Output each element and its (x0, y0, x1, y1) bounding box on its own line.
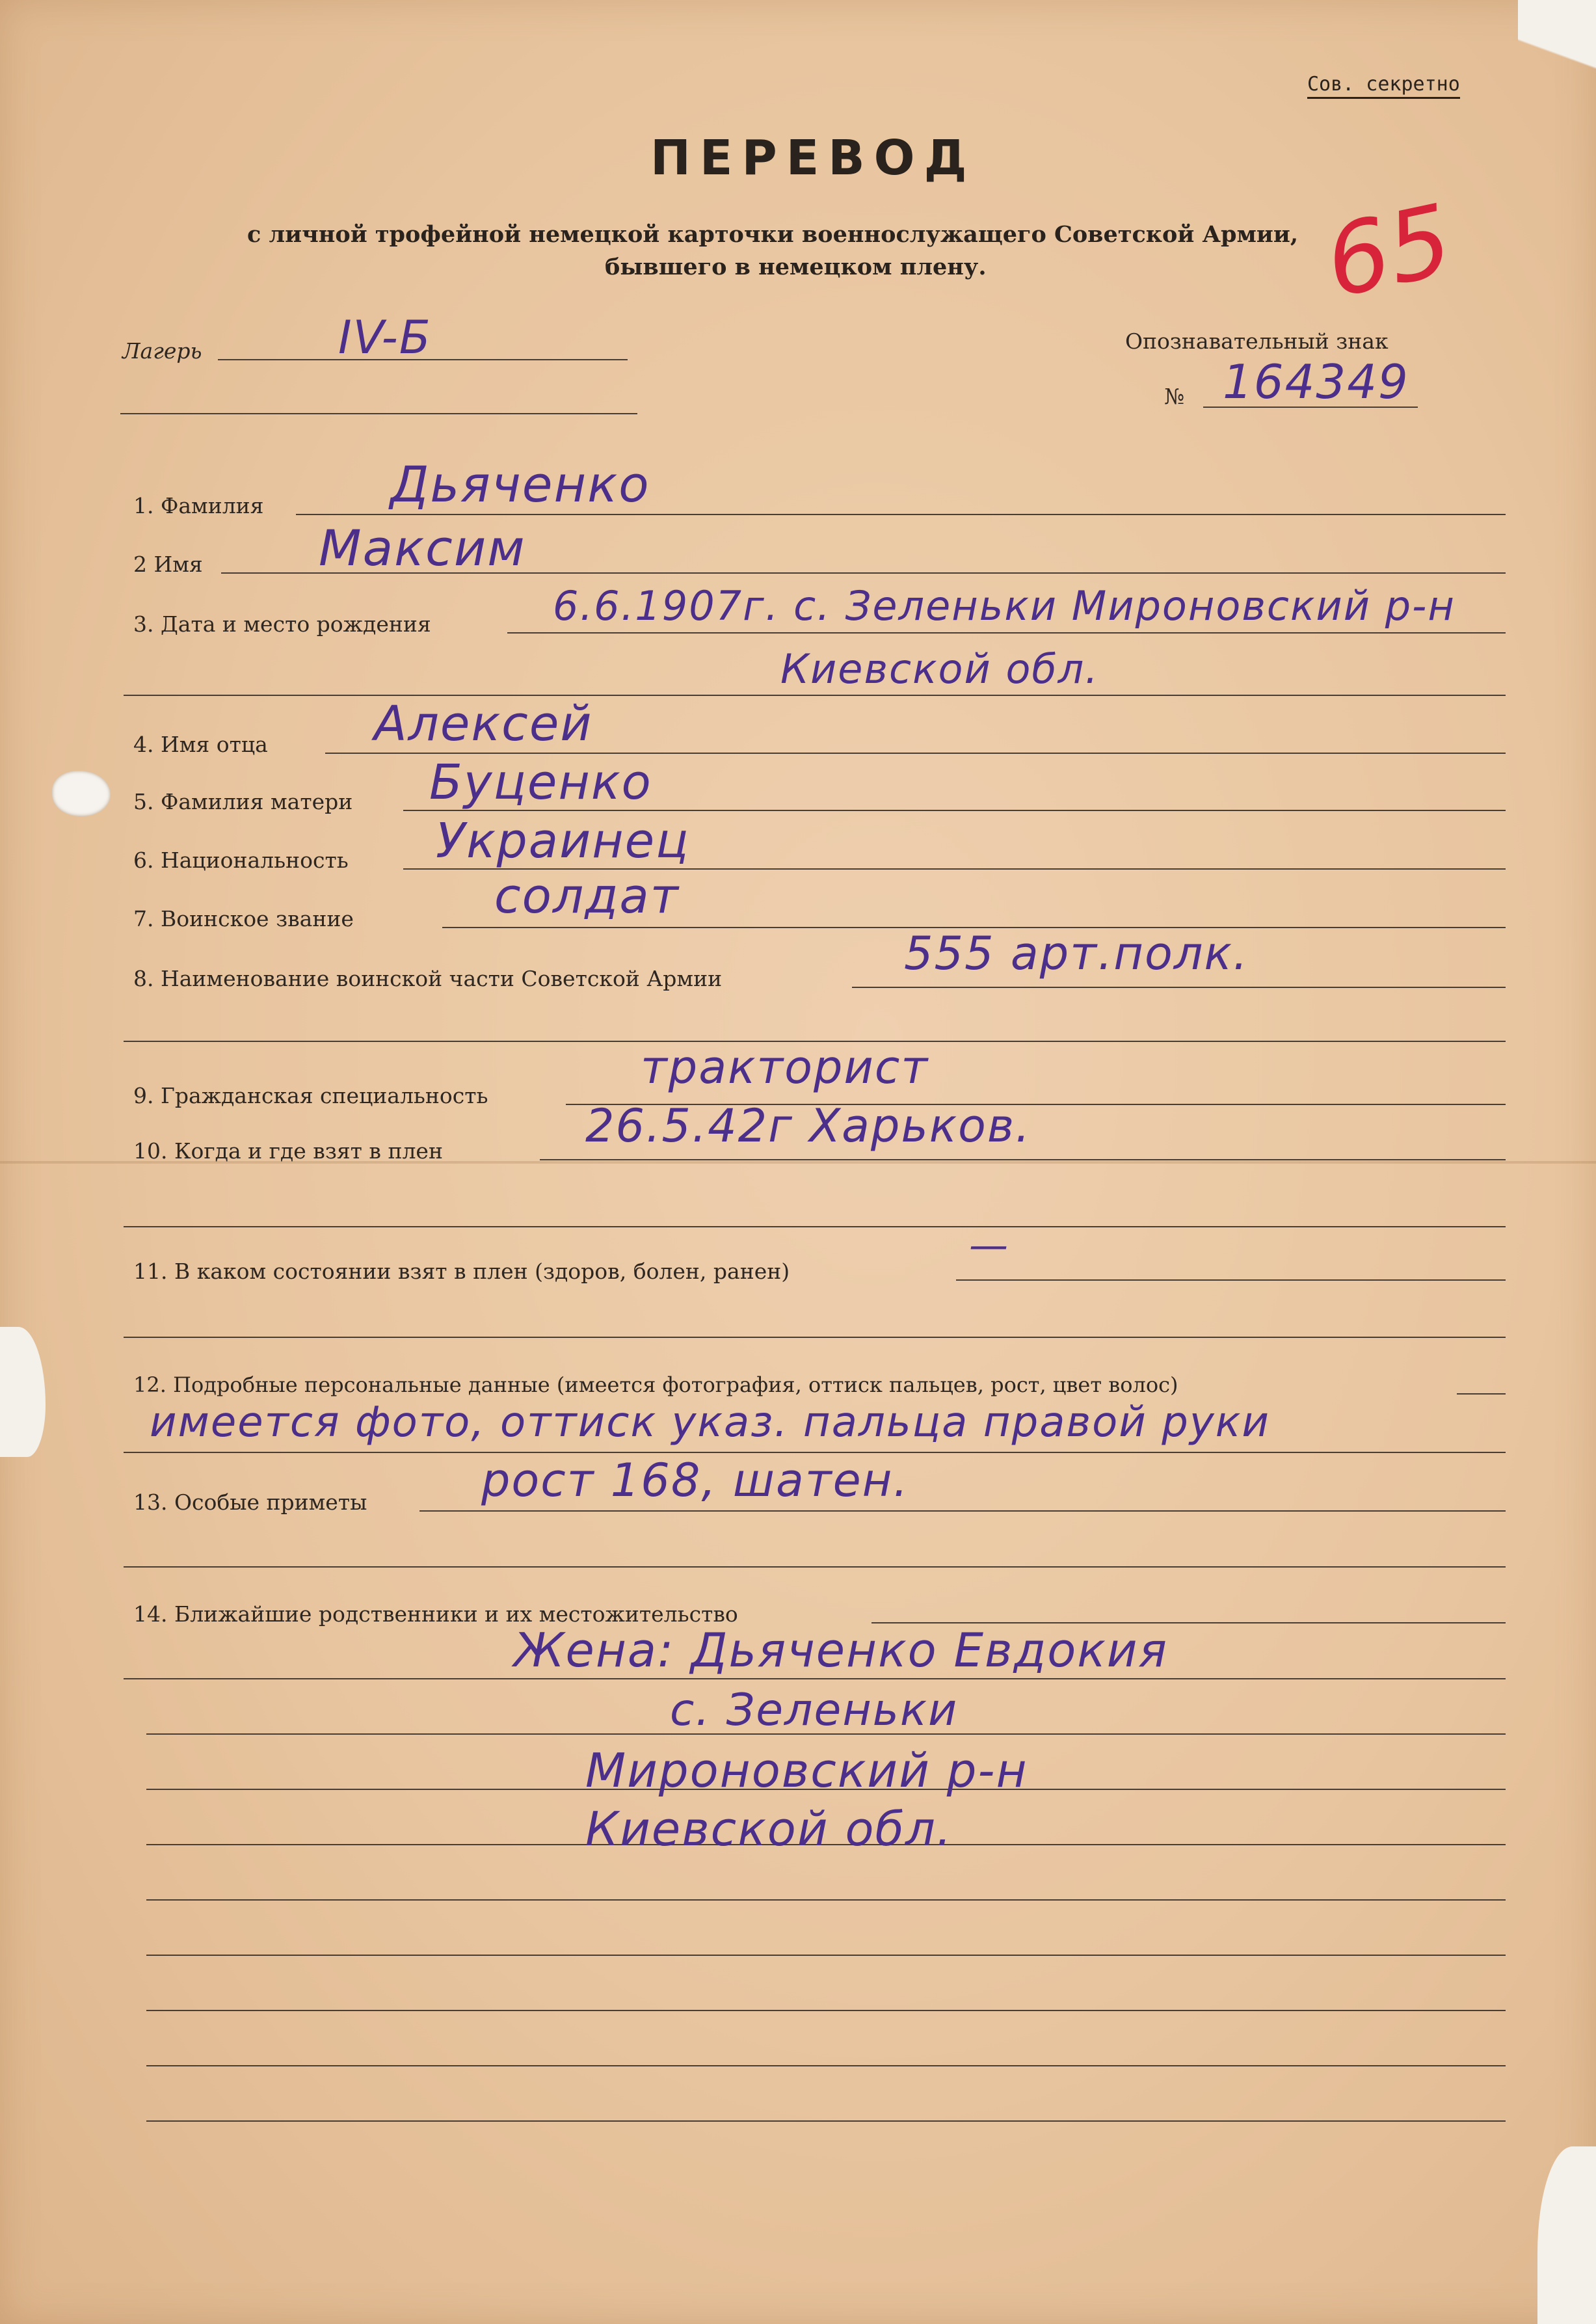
field-12-line (1457, 1393, 1506, 1395)
field-14-label: 14. Ближайшие родственники и их местожительство (133, 1601, 738, 1627)
field-11-value: — (969, 1223, 1009, 1268)
field-10-line (540, 1159, 1506, 1160)
field-12-line-2 (124, 1452, 1506, 1453)
field-5-value: Буценко (429, 755, 652, 810)
field-4-value: Алексей (374, 696, 593, 752)
torn-edge (1537, 2146, 1596, 2324)
relatives-line (124, 1678, 1506, 1679)
field-3-value-2: Киевской обл. (780, 645, 1099, 693)
field-1-value: Дьяченко (390, 455, 650, 513)
camp-label: Лагерь (122, 338, 202, 364)
field-3-line (507, 632, 1506, 634)
field-5-label: 5. Фамилия матери (133, 789, 353, 814)
field-8-label: 8. Наименование воинской части Советской Армии (133, 966, 723, 991)
field-7-value: солдат (494, 868, 680, 924)
document-title: ПЕРЕВОД (650, 130, 976, 186)
field-4-line (325, 753, 1506, 754)
relatives-value-2: с. Зеленьки (670, 1685, 959, 1736)
field-10-value: 26.5.42г Харьков. (585, 1099, 1031, 1153)
field-9-value: тракторист (641, 1041, 929, 1094)
field-9-label: 9. Гражданская специальность (133, 1083, 488, 1108)
relatives-line (146, 2010, 1506, 2011)
punch-hole (52, 771, 111, 816)
field-6-label: 6. Национальность (133, 848, 349, 873)
relatives-line (146, 1899, 1506, 1901)
field-10-line-2 (124, 1226, 1506, 1227)
field-13-label: 13. Особые приметы (133, 1489, 367, 1515)
field-8-value: 555 арт.полк. (904, 927, 1249, 980)
relatives-value-1: Жена: Дьяченко Евдокия (514, 1623, 1168, 1677)
field-13-line-2 (124, 1566, 1506, 1568)
relatives-value-3: Мироновский р-н (585, 1743, 1028, 1798)
relatives-line (146, 1955, 1506, 1956)
field-11-line (956, 1279, 1506, 1281)
field-1-label: 1. Фамилия (133, 493, 264, 518)
field-13-line (419, 1510, 1506, 1512)
relatives-line (146, 2120, 1506, 2122)
subtitle-line-2: бывшего в немецком плену. (605, 254, 987, 280)
tag-number-label: № (1164, 384, 1185, 409)
field-7-label: 7. Воинское звание (133, 906, 354, 931)
field-11-label: 11. В каком состоянии взят в плен (здоров, болен, ранен) (133, 1259, 790, 1284)
field-4-label: 4. Имя отца (133, 732, 268, 757)
field-3-value: 6.6.1907г. с. Зеленьки Мироновский р-н (553, 582, 1456, 630)
torn-edge (0, 1327, 46, 1457)
paper-corner (1518, 0, 1596, 195)
field-10-label: 10. Когда и где взят в плен (133, 1138, 443, 1164)
field-13-value: рост 168, шатен. (481, 1454, 909, 1507)
field-2-label: 2 Имя (133, 552, 203, 577)
relatives-line (146, 2065, 1506, 2066)
field-12-value: имеется фото, оттиск указ. пальца правой руки (150, 1398, 1270, 1447)
field-1-line (296, 514, 1506, 515)
tag-value: 164349 (1223, 354, 1409, 409)
field-6-value: Украинец (436, 813, 690, 869)
tag-label: Опознавательный знак (1125, 328, 1389, 354)
relatives-value-4: Киевской обл. (585, 1802, 953, 1856)
field-3-label: 3. Дата и место рождения (133, 611, 431, 637)
field-12-label: 12. Подробные персональные данные (имеется фотография, оттиск пальцев, рост, цвет волос) (133, 1372, 1178, 1397)
camp-line-2 (120, 413, 637, 414)
field-8-line (852, 987, 1506, 988)
subtitle-line-1: с личной трофейной немецкой карточки военнослужащего Советской Армии, (247, 221, 1299, 248)
field-11-line-2 (124, 1337, 1506, 1338)
camp-value: IV-Б (338, 311, 432, 364)
red-mark: 65 (1316, 183, 1461, 320)
secrecy-stamp: Сов. секретно (1307, 73, 1460, 99)
field-3-line-2 (124, 695, 1506, 696)
field-2-value: Максим (319, 519, 526, 577)
